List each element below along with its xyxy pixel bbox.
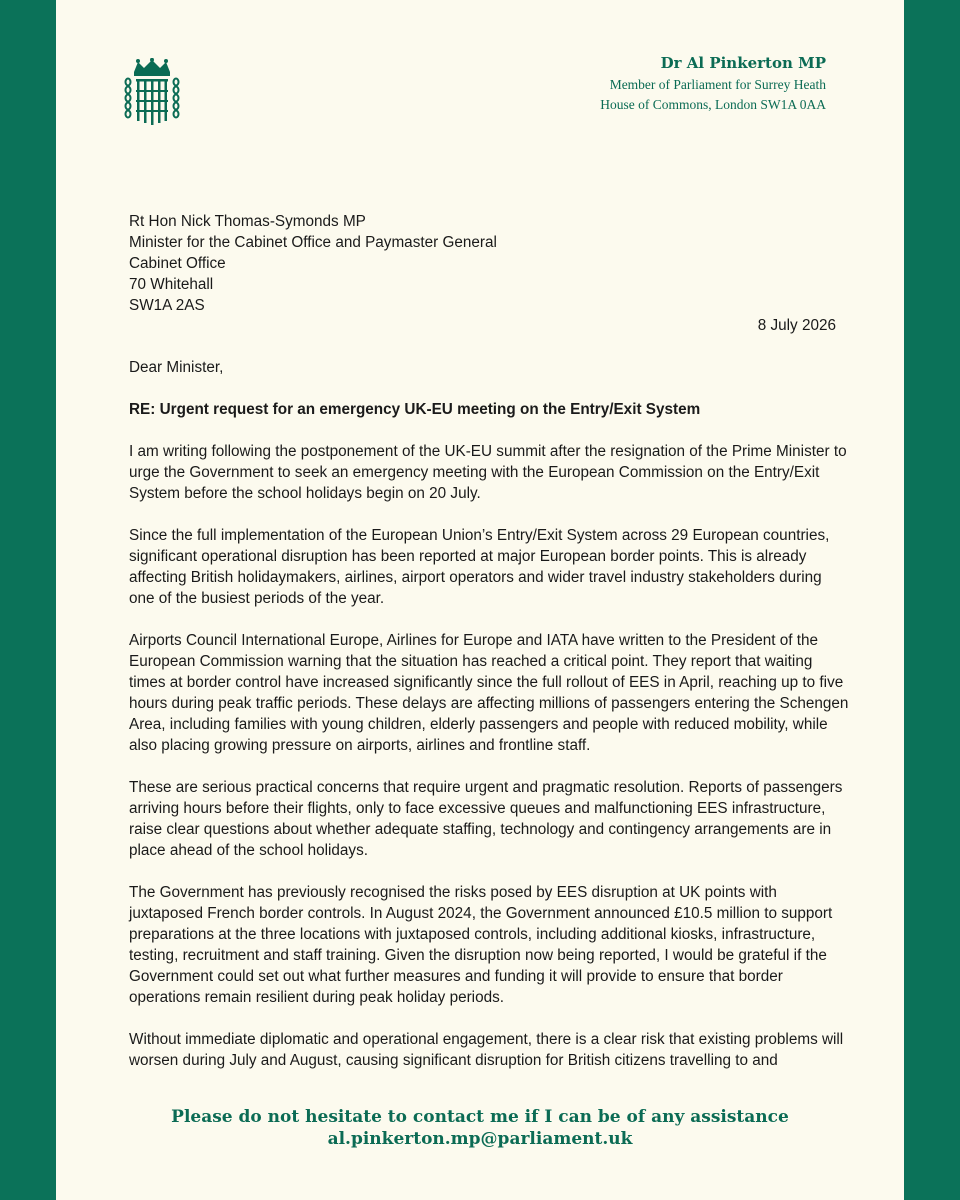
sender-name: Dr Al Pinkerton MP [660, 54, 826, 72]
letter-page [56, 0, 904, 1200]
body-paragraph: Since the full implementation of the European Union’s Entry/Exit System across 29 European countries, significant operational disruption has been reported at major European border points. This is already affecting British holidaymakers, airlines, airport operators and wider travel industry stakeholders during one of the busiest periods of the year. [129, 527, 830, 607]
sender-role: Member of Parliament for Surrey Heath [609, 77, 826, 92]
body-paragraph: I am writing following the postponement of the UK-EU summit after the resignation of the Prime Minister to urge the Government to seek an emergency meeting with the European Commission on the Entry/Exit System before the school holidays begin on 20 July. [129, 443, 847, 502]
recipient-line: SW1A 2AS [129, 297, 205, 314]
letter-body [129, 441, 849, 1092]
recipient-line: Rt Hon Nick Thomas-Symonds MP [129, 213, 366, 230]
subject-line: RE: Urgent request for an emergency UK-EU meeting on the Entry/Exit System [129, 401, 701, 418]
letterhead [600, 52, 826, 114]
recipient-line: Cabinet Office [129, 255, 226, 272]
body-paragraph: These are serious practical concerns that require urgent and pragmatic resolution. Reports of passengers arriving hours before their flights, only to face excessive queues and malfunctioning EES infrastructure, raise clear questions about whether adequate staffing, technology and contingency arrangements are in place ahead of the school holidays. [129, 779, 843, 859]
footer-contact [56, 1106, 904, 1150]
footer-email: al.pinkerton.mp@parliament.uk [327, 1129, 633, 1149]
footer-message: Please do not hesitate to contact me if I can be of any assistance [171, 1107, 789, 1127]
recipient-address [129, 211, 497, 316]
salutation: Dear Minister, [129, 359, 224, 376]
recipient-line: Minister for the Cabinet Office and Paymaster General [129, 234, 497, 251]
house-of-commons-portcullis-icon [122, 58, 182, 130]
body-paragraph: The Government has previously recognised the risks posed by EES disruption at UK points with juxtaposed French border controls. In August 2024, the Government announced £10.5 million to support preparations at the three locations with juxtaposed controls, including additional kiosks, infrastructure, testing, recruitment and staff training. Given the disruption now being reported, I would be grateful if the Government could set out what further measures and funding it will provide to ensure that border operations remain resilient during peak holiday periods. [129, 884, 833, 1006]
body-paragraph: Airports Council International Europe, Airlines for Europe and IATA have written to the President of the European Commission warning that the situation has reached a critical point. They report that waiting times at border control have increased significantly since the full rollout of EES in April, reaching up to five hours during peak traffic periods. These delays are affecting millions of passengers entering the Schengen Area, including families with young children, elderly passengers and people with reduced mobility, while also placing growing pressure on airports, airlines and frontline staff. [129, 632, 849, 754]
letter-date: 8 July 2026 [757, 317, 836, 334]
recipient-line: 70 Whitehall [129, 276, 214, 293]
body-paragraph: Without immediate diplomatic and operational engagement, there is a clear risk that existing problems will worsen during July and August, causing significant disruption for British citizens travelling to and [129, 1031, 844, 1069]
sender-address: House of Commons, London SW1A 0AA [600, 96, 826, 112]
